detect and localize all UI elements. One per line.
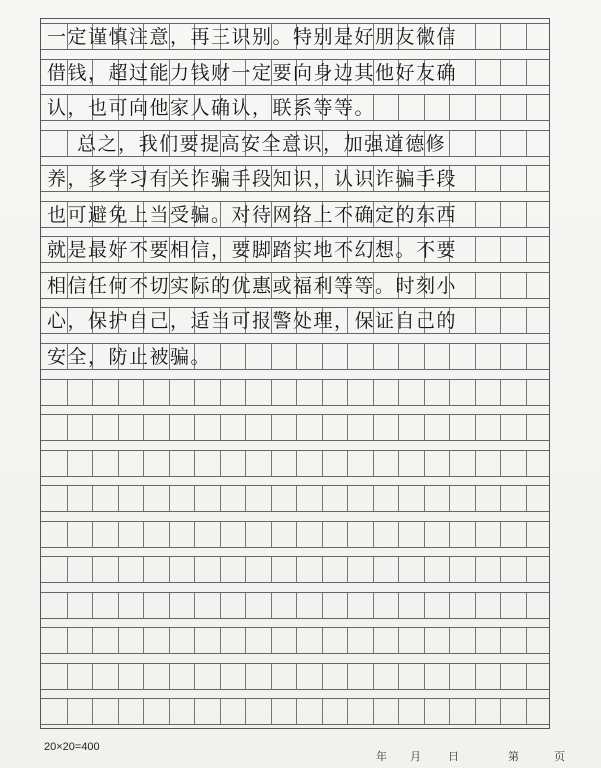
grid-row bbox=[41, 23, 549, 50]
grid-cell-divider bbox=[475, 486, 476, 511]
grid-cell-divider bbox=[271, 380, 272, 405]
grid-cell-divider bbox=[398, 593, 399, 618]
year-label: 年 bbox=[376, 751, 387, 763]
grid-cell-divider bbox=[500, 95, 501, 120]
grid-cell-divider bbox=[169, 451, 170, 476]
grid-spec-label: 20×20=400 bbox=[44, 741, 100, 753]
grid-cell-divider bbox=[271, 522, 272, 547]
grid-cell-divider bbox=[449, 131, 450, 156]
grid-cell-divider bbox=[500, 24, 501, 49]
grid-cell-divider bbox=[220, 593, 221, 618]
grid-cell-divider bbox=[143, 664, 144, 689]
grid-cell-divider bbox=[500, 628, 501, 653]
grid-cell-divider bbox=[373, 664, 374, 689]
grid-cell-divider bbox=[398, 522, 399, 547]
grid-cell-divider bbox=[449, 95, 450, 120]
grid-row bbox=[41, 94, 549, 121]
grid-cell-divider bbox=[194, 557, 195, 582]
grid-cell-divider bbox=[449, 451, 450, 476]
grid-cell-divider bbox=[475, 131, 476, 156]
grid-cell-divider bbox=[500, 557, 501, 582]
grid-cell-divider bbox=[118, 664, 119, 689]
grid-cell-divider bbox=[92, 522, 93, 547]
grid-cell-divider bbox=[424, 593, 425, 618]
grid-cell-divider bbox=[526, 166, 527, 191]
grid-cell-divider bbox=[322, 451, 323, 476]
grid-cell-divider bbox=[322, 699, 323, 724]
grid-cell-divider bbox=[347, 486, 348, 511]
grid-cell-divider bbox=[322, 344, 323, 369]
grid-row bbox=[41, 485, 549, 512]
grid-cell-divider bbox=[143, 699, 144, 724]
grid-cell-divider bbox=[296, 557, 297, 582]
grid-cell-divider bbox=[347, 699, 348, 724]
grid-cell-divider bbox=[526, 131, 527, 156]
writing-grid bbox=[40, 18, 550, 729]
grid-cell-divider bbox=[67, 380, 68, 405]
grid-cell-divider bbox=[526, 95, 527, 120]
grid-cell-divider bbox=[271, 451, 272, 476]
grid-cell-divider bbox=[347, 451, 348, 476]
grid-cell-divider bbox=[526, 24, 527, 49]
grid-cell-divider bbox=[475, 628, 476, 653]
grid-cell-divider bbox=[118, 380, 119, 405]
grid-cell-divider bbox=[500, 273, 501, 298]
grid-cell-divider bbox=[67, 486, 68, 511]
grid-cell-divider bbox=[373, 451, 374, 476]
grid-cell-divider bbox=[194, 380, 195, 405]
grid-cell-divider bbox=[92, 593, 93, 618]
grid-cell-divider bbox=[118, 415, 119, 440]
grid-cell-divider bbox=[373, 486, 374, 511]
page-number-label: 第 bbox=[508, 751, 519, 763]
grid-row bbox=[41, 272, 549, 299]
grid-cell-divider bbox=[500, 451, 501, 476]
grid-cell-divider bbox=[67, 628, 68, 653]
grid-cell-divider bbox=[245, 664, 246, 689]
grid-cell-divider bbox=[220, 486, 221, 511]
grid-cell-divider bbox=[271, 486, 272, 511]
grid-cell-divider bbox=[424, 522, 425, 547]
grid-cell-divider bbox=[373, 557, 374, 582]
grid-row bbox=[41, 165, 549, 192]
grid-cell-divider bbox=[67, 664, 68, 689]
grid-cell-divider bbox=[373, 699, 374, 724]
handwritten-line: 借钱，超过能力钱财一定要向身边其他好友确 bbox=[47, 61, 458, 84]
grid-row bbox=[41, 414, 549, 441]
grid-cell-divider bbox=[500, 344, 501, 369]
handwritten-line: 心，保护自己，适当可报警处理，保证自己的 bbox=[47, 310, 458, 333]
grid-cell-divider bbox=[194, 486, 195, 511]
grid-cell-divider bbox=[475, 95, 476, 120]
grid-cell-divider bbox=[118, 522, 119, 547]
grid-cell-divider bbox=[500, 699, 501, 724]
grid-cell-divider bbox=[169, 593, 170, 618]
grid-cell-divider bbox=[92, 628, 93, 653]
grid-cell-divider bbox=[373, 380, 374, 405]
grid-cell-divider bbox=[296, 380, 297, 405]
grid-row bbox=[41, 130, 549, 157]
grid-cell-divider bbox=[296, 664, 297, 689]
grid-row bbox=[41, 627, 549, 654]
grid-row bbox=[41, 379, 549, 406]
grid-cell-divider bbox=[67, 699, 68, 724]
grid-cell-divider bbox=[245, 628, 246, 653]
grid-cell-divider bbox=[500, 415, 501, 440]
grid-cell-divider bbox=[92, 664, 93, 689]
grid-cell-divider bbox=[347, 628, 348, 653]
grid-cell-divider bbox=[169, 486, 170, 511]
grid-cell-divider bbox=[500, 60, 501, 85]
grid-cell-divider bbox=[398, 628, 399, 653]
grid-cell-divider bbox=[143, 557, 144, 582]
grid-cell-divider bbox=[526, 415, 527, 440]
grid-cell-divider bbox=[143, 415, 144, 440]
grid-cell-divider bbox=[424, 344, 425, 369]
grid-cell-divider bbox=[67, 415, 68, 440]
grid-cell-divider bbox=[347, 415, 348, 440]
grid-cell-divider bbox=[322, 522, 323, 547]
grid-cell-divider bbox=[67, 593, 68, 618]
grid-cell-divider bbox=[475, 308, 476, 333]
grid-cell-divider bbox=[245, 344, 246, 369]
grid-cell-divider bbox=[118, 699, 119, 724]
grid-cell-divider bbox=[143, 593, 144, 618]
grid-cell-divider bbox=[194, 699, 195, 724]
grid-cell-divider bbox=[424, 557, 425, 582]
grid-cell-divider bbox=[500, 166, 501, 191]
handwritten-line: 总之，我们要提高安全意识，加强道德修 bbox=[47, 132, 447, 155]
grid-row bbox=[41, 521, 549, 548]
grid-cell-divider bbox=[475, 24, 476, 49]
grid-cell-divider bbox=[322, 380, 323, 405]
grid-cell-divider bbox=[526, 344, 527, 369]
grid-cell-divider bbox=[245, 451, 246, 476]
grid-cell-divider bbox=[526, 699, 527, 724]
grid-row bbox=[41, 59, 549, 86]
grid-cell-divider bbox=[220, 415, 221, 440]
grid-cell-divider bbox=[220, 699, 221, 724]
grid-cell-divider bbox=[475, 664, 476, 689]
grid-cell-divider bbox=[475, 451, 476, 476]
grid-cell-divider bbox=[322, 664, 323, 689]
grid-cell-divider bbox=[296, 344, 297, 369]
grid-cell-divider bbox=[220, 451, 221, 476]
grid-cell-divider bbox=[322, 486, 323, 511]
grid-cell-divider bbox=[475, 522, 476, 547]
grid-cell-divider bbox=[271, 344, 272, 369]
grid-cell-divider bbox=[220, 344, 221, 369]
grid-cell-divider bbox=[245, 699, 246, 724]
grid-cell-divider bbox=[449, 486, 450, 511]
grid-cell-divider bbox=[500, 308, 501, 333]
grid-cell-divider bbox=[526, 60, 527, 85]
grid-cell-divider bbox=[500, 593, 501, 618]
grid-cell-divider bbox=[500, 237, 501, 262]
grid-cell-divider bbox=[475, 344, 476, 369]
grid-cell-divider bbox=[245, 486, 246, 511]
grid-cell-divider bbox=[373, 593, 374, 618]
grid-cell-divider bbox=[398, 486, 399, 511]
grid-cell-divider bbox=[347, 593, 348, 618]
grid-cell-divider bbox=[92, 380, 93, 405]
grid-cell-divider bbox=[398, 415, 399, 440]
grid-cell-divider bbox=[92, 415, 93, 440]
grid-cell-divider bbox=[296, 415, 297, 440]
grid-cell-divider bbox=[67, 522, 68, 547]
grid-cell-divider bbox=[475, 557, 476, 582]
grid-cell-divider bbox=[526, 557, 527, 582]
grid-cell-divider bbox=[398, 451, 399, 476]
grid-cell-divider bbox=[424, 380, 425, 405]
grid-cell-divider bbox=[296, 628, 297, 653]
handwritten-line: 认，也可向他家人确认，联系等等。 bbox=[47, 97, 376, 120]
grid-cell-divider bbox=[271, 593, 272, 618]
grid-cell-divider bbox=[424, 415, 425, 440]
grid-cell-divider bbox=[398, 557, 399, 582]
grid-cell-divider bbox=[271, 557, 272, 582]
grid-cell-divider bbox=[373, 415, 374, 440]
grid-cell-divider bbox=[526, 628, 527, 653]
grid-cell-divider bbox=[475, 415, 476, 440]
grid-cell-divider bbox=[296, 486, 297, 511]
grid-cell-divider bbox=[424, 95, 425, 120]
grid-cell-divider bbox=[424, 486, 425, 511]
grid-row bbox=[41, 201, 549, 228]
grid-cell-divider bbox=[67, 557, 68, 582]
grid-row bbox=[41, 236, 549, 263]
grid-cell-divider bbox=[92, 451, 93, 476]
grid-cell-divider bbox=[373, 522, 374, 547]
grid-cell-divider bbox=[500, 664, 501, 689]
grid-cell-divider bbox=[220, 664, 221, 689]
grid-cell-divider bbox=[526, 237, 527, 262]
grid-cell-divider bbox=[118, 451, 119, 476]
grid-cell-divider bbox=[118, 628, 119, 653]
grid-row bbox=[41, 698, 549, 725]
grid-cell-divider bbox=[296, 522, 297, 547]
grid-cell-divider bbox=[92, 557, 93, 582]
grid-cell-divider bbox=[526, 202, 527, 227]
grid-row bbox=[41, 343, 549, 370]
grid-cell-divider bbox=[245, 557, 246, 582]
grid-cell-divider bbox=[347, 522, 348, 547]
grid-cell-divider bbox=[373, 344, 374, 369]
handwritten-line: 相信任何不切实际的优惠或福利等等。时刻小 bbox=[47, 274, 458, 297]
grid-cell-divider bbox=[449, 699, 450, 724]
grid-cell-divider bbox=[500, 486, 501, 511]
grid-cell-divider bbox=[373, 628, 374, 653]
grid-cell-divider bbox=[526, 380, 527, 405]
grid-cell-divider bbox=[398, 344, 399, 369]
grid-cell-divider bbox=[271, 664, 272, 689]
grid-cell-divider bbox=[245, 415, 246, 440]
grid-cell-divider bbox=[245, 380, 246, 405]
grid-cell-divider bbox=[449, 664, 450, 689]
grid-row bbox=[41, 307, 549, 334]
grid-cell-divider bbox=[169, 628, 170, 653]
grid-cell-divider bbox=[143, 522, 144, 547]
grid-cell-divider bbox=[500, 522, 501, 547]
grid-cell-divider bbox=[296, 593, 297, 618]
grid-cell-divider bbox=[143, 628, 144, 653]
handwritten-line: 养，多学习有关诈骗手段知识，认识诈骗手段 bbox=[47, 168, 458, 191]
grid-cell-divider bbox=[194, 664, 195, 689]
grid-cell-divider bbox=[296, 699, 297, 724]
grid-cell-divider bbox=[526, 308, 527, 333]
day-label: 日 bbox=[448, 751, 459, 763]
grid-cell-divider bbox=[220, 522, 221, 547]
grid-cell-divider bbox=[398, 664, 399, 689]
grid-row bbox=[41, 592, 549, 619]
grid-cell-divider bbox=[424, 664, 425, 689]
grid-cell-divider bbox=[271, 628, 272, 653]
grid-cell-divider bbox=[271, 415, 272, 440]
grid-cell-divider bbox=[245, 522, 246, 547]
grid-cell-divider bbox=[220, 380, 221, 405]
grid-cell-divider bbox=[194, 522, 195, 547]
grid-cell-divider bbox=[398, 380, 399, 405]
grid-cell-divider bbox=[424, 628, 425, 653]
grid-cell-divider bbox=[169, 415, 170, 440]
grid-cell-divider bbox=[169, 380, 170, 405]
grid-cell-divider bbox=[194, 451, 195, 476]
handwritten-line: 就是最好不要相信，要脚踏实地不幻想。不要 bbox=[47, 239, 458, 262]
grid-cell-divider bbox=[347, 557, 348, 582]
grid-cell-divider bbox=[475, 699, 476, 724]
grid-cell-divider bbox=[449, 628, 450, 653]
grid-cell-divider bbox=[424, 451, 425, 476]
grid-cell-divider bbox=[475, 380, 476, 405]
handwritten-line: 安全，防止被骗。 bbox=[47, 345, 212, 368]
grid-cell-divider bbox=[194, 628, 195, 653]
grid-cell-divider bbox=[526, 486, 527, 511]
grid-cell-divider bbox=[347, 344, 348, 369]
grid-cell-divider bbox=[118, 593, 119, 618]
grid-cell-divider bbox=[322, 415, 323, 440]
grid-cell-divider bbox=[500, 131, 501, 156]
grid-cell-divider bbox=[220, 557, 221, 582]
grid-cell-divider bbox=[271, 699, 272, 724]
grid-cell-divider bbox=[194, 593, 195, 618]
grid-cell-divider bbox=[475, 237, 476, 262]
grid-cell-divider bbox=[449, 415, 450, 440]
grid-cell-divider bbox=[143, 451, 144, 476]
grid-cell-divider bbox=[500, 202, 501, 227]
grid-cell-divider bbox=[475, 166, 476, 191]
grid-cell-divider bbox=[143, 380, 144, 405]
grid-cell-divider bbox=[67, 451, 68, 476]
grid-cell-divider bbox=[398, 699, 399, 724]
grid-cell-divider bbox=[169, 699, 170, 724]
grid-cell-divider bbox=[526, 664, 527, 689]
grid-cell-divider bbox=[347, 664, 348, 689]
grid-row bbox=[41, 663, 549, 690]
grid-cell-divider bbox=[449, 593, 450, 618]
grid-cell-divider bbox=[322, 557, 323, 582]
grid-cell-divider bbox=[322, 593, 323, 618]
grid-cell-divider bbox=[322, 628, 323, 653]
grid-cell-divider bbox=[526, 522, 527, 547]
grid-cell-divider bbox=[526, 273, 527, 298]
grid-cell-divider bbox=[526, 451, 527, 476]
grid-cell-divider bbox=[169, 557, 170, 582]
grid-cell-divider bbox=[475, 60, 476, 85]
grid-cell-divider bbox=[347, 380, 348, 405]
grid-cell-divider bbox=[169, 522, 170, 547]
grid-cell-divider bbox=[449, 522, 450, 547]
grid-cell-divider bbox=[220, 628, 221, 653]
grid-cell-divider bbox=[118, 486, 119, 511]
grid-cell-divider bbox=[449, 380, 450, 405]
grid-cell-divider bbox=[526, 593, 527, 618]
grid-cell-divider bbox=[169, 664, 170, 689]
grid-cell-divider bbox=[143, 486, 144, 511]
handwritten-line: 一定谨慎注意，再三识别。特别是好朋友微信 bbox=[47, 26, 458, 48]
grid-cell-divider bbox=[92, 486, 93, 511]
grid-cell-divider bbox=[475, 593, 476, 618]
grid-cell-divider bbox=[245, 593, 246, 618]
grid-cell-divider bbox=[449, 557, 450, 582]
grid-cell-divider bbox=[475, 202, 476, 227]
grid-cell-divider bbox=[92, 699, 93, 724]
grid-cell-divider bbox=[424, 699, 425, 724]
date-page-footer bbox=[370, 748, 570, 768]
grid-cell-divider bbox=[500, 380, 501, 405]
grid-cell-divider bbox=[398, 95, 399, 120]
grid-row bbox=[41, 556, 549, 583]
handwritten-line: 也可避免上当受骗。对待网络上不确定的东西 bbox=[47, 203, 458, 226]
grid-cell-divider bbox=[118, 557, 119, 582]
grid-cell-divider bbox=[449, 344, 450, 369]
grid-cell-divider bbox=[194, 415, 195, 440]
grid-cell-divider bbox=[296, 451, 297, 476]
page-label: 页 bbox=[554, 751, 565, 763]
month-label: 月 bbox=[410, 751, 421, 763]
grid-row bbox=[41, 450, 549, 477]
grid-cell-divider bbox=[475, 273, 476, 298]
